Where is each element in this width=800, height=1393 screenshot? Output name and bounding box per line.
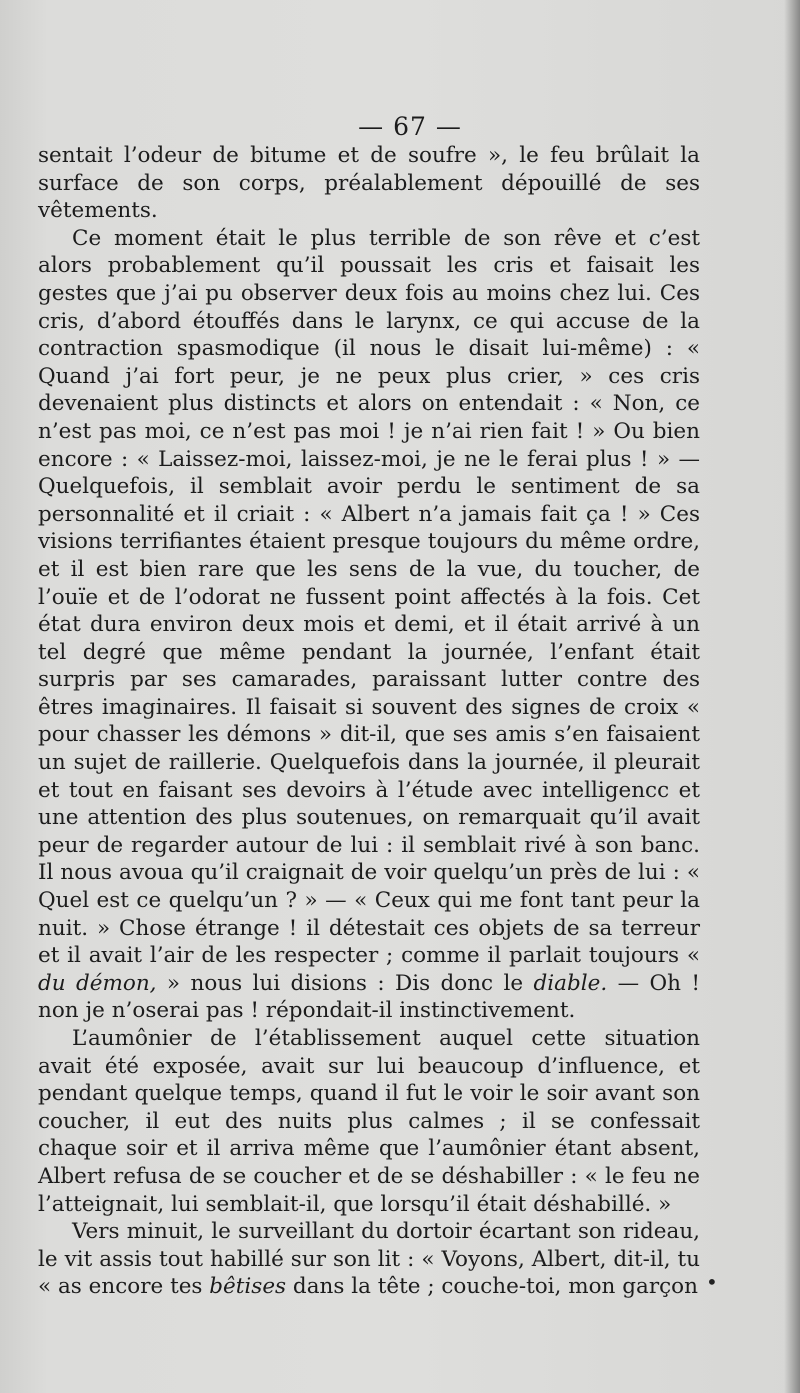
italic-diable: diable. — [533, 970, 608, 996]
page-edge-shadow — [784, 0, 800, 1393]
paragraph-4 — [38, 1218, 700, 1301]
paragraph-4-text-end: dans la tête ; couche-toi, mon garçon — [286, 1274, 698, 1300]
italic-du-demon: du démon, — [38, 970, 157, 996]
paragraph-2 — [38, 225, 700, 1025]
paragraph-3: L’aumônier de l’établissement auquel cette situation avait été exposée, avait sur lui beaucoup d’influence, et pendant quelque temps, quand il fut le voir le soir avant son coucher, il eut des nuits plus calmes ; il se confessait chaque soir et il arriva même que l’aumônier étant absent, Albert refusa de se coucher et de se déshabiller : « le feu ne l’atteignait, lui semblait-il, que lorsqu’il était déshabillé. » — [38, 1026, 700, 1217]
paragraph-2-text-end: — Oh ! non je n’oserai pas ! répondait-il instinctivement. — [38, 970, 700, 1024]
paragraph-1: sentait l’odeur de bitume et de soufre », le feu brûlait la surface de son corps, préalablement dépouillé de ses vêtements. — [38, 143, 700, 224]
ink-speck: • — [706, 1270, 718, 1294]
paragraph-2-text: Ce moment était le plus terrible de son rêve et c’est alors probablement qu’il poussait les cris et faisait les gestes que j’ai pu observer deux fois au moins chez lui. Ces cris, d’abord étouffés dans le larynx, ce qui accuse de la contraction spasmodique (il nous le disait lui-même) : « Quand j’ai fort peur, je ne peux plus crier, » ces cris devenaient plus distincts et alors on entendait : « Non, ce n’est pas moi, ce n’est pas moi ! je n’ai rien fait ! » Ou bien encore : « Laissez-moi, laissez-moi, je ne le ferai plus ! » — Quelquefois, il semblait avoir perdu le sentiment de sa personnalité et il criait : « Albert n’a jamais fait ça ! » Ces visions terrifiantes étaient presque toujours du même ordre, et il est bien rare que les sens de la vue, du toucher, de l’ouïe et de l’odorat ne fussent point affectés à la fois. Cet état dura environ deux mois et demi, et il était arrivé à un tel degré que même pendant la journée, l’enfant était surpris par ses camarades, paraissant lutter contre des êtres imaginaires. Il faisait si souvent des signes de croix « pour chasser les démons » dit-il, que ses amis s’en faisaient un sujet de raillerie. Quelquefois dans la journée, il pleurait et tout en faisant ses devoirs à l’étude avec intelligencc et une attention des plus soutenues, on remarquait qu’il avait peur de regarder autour de lui : il semblait rivé à son banc. Il nous avoua qu’il craignait de voir quelqu’un près de lui : « Quel est ce quelqu’un ? » — « Ceux qui me font tant peur la nuit. » Chose étrange ! il détestait ces objets de sa terreur et il avait l’air de les respecter ; comme il parlait toujours « — [38, 225, 700, 969]
body-text — [38, 142, 700, 1301]
page-number: — 67 — — [358, 112, 462, 141]
paragraph-4-text: Vers minuit, le surveillant du dortoir écartant son rideau, le vit assis tout habillé sur son lit : « Voyons, Albert, dit-il, tu « as encore tes — [38, 1219, 700, 1300]
paragraph-2-text-cont: » nous lui disions : Dis donc le — [156, 970, 534, 996]
italic-betises: bêtises — [209, 1274, 287, 1300]
